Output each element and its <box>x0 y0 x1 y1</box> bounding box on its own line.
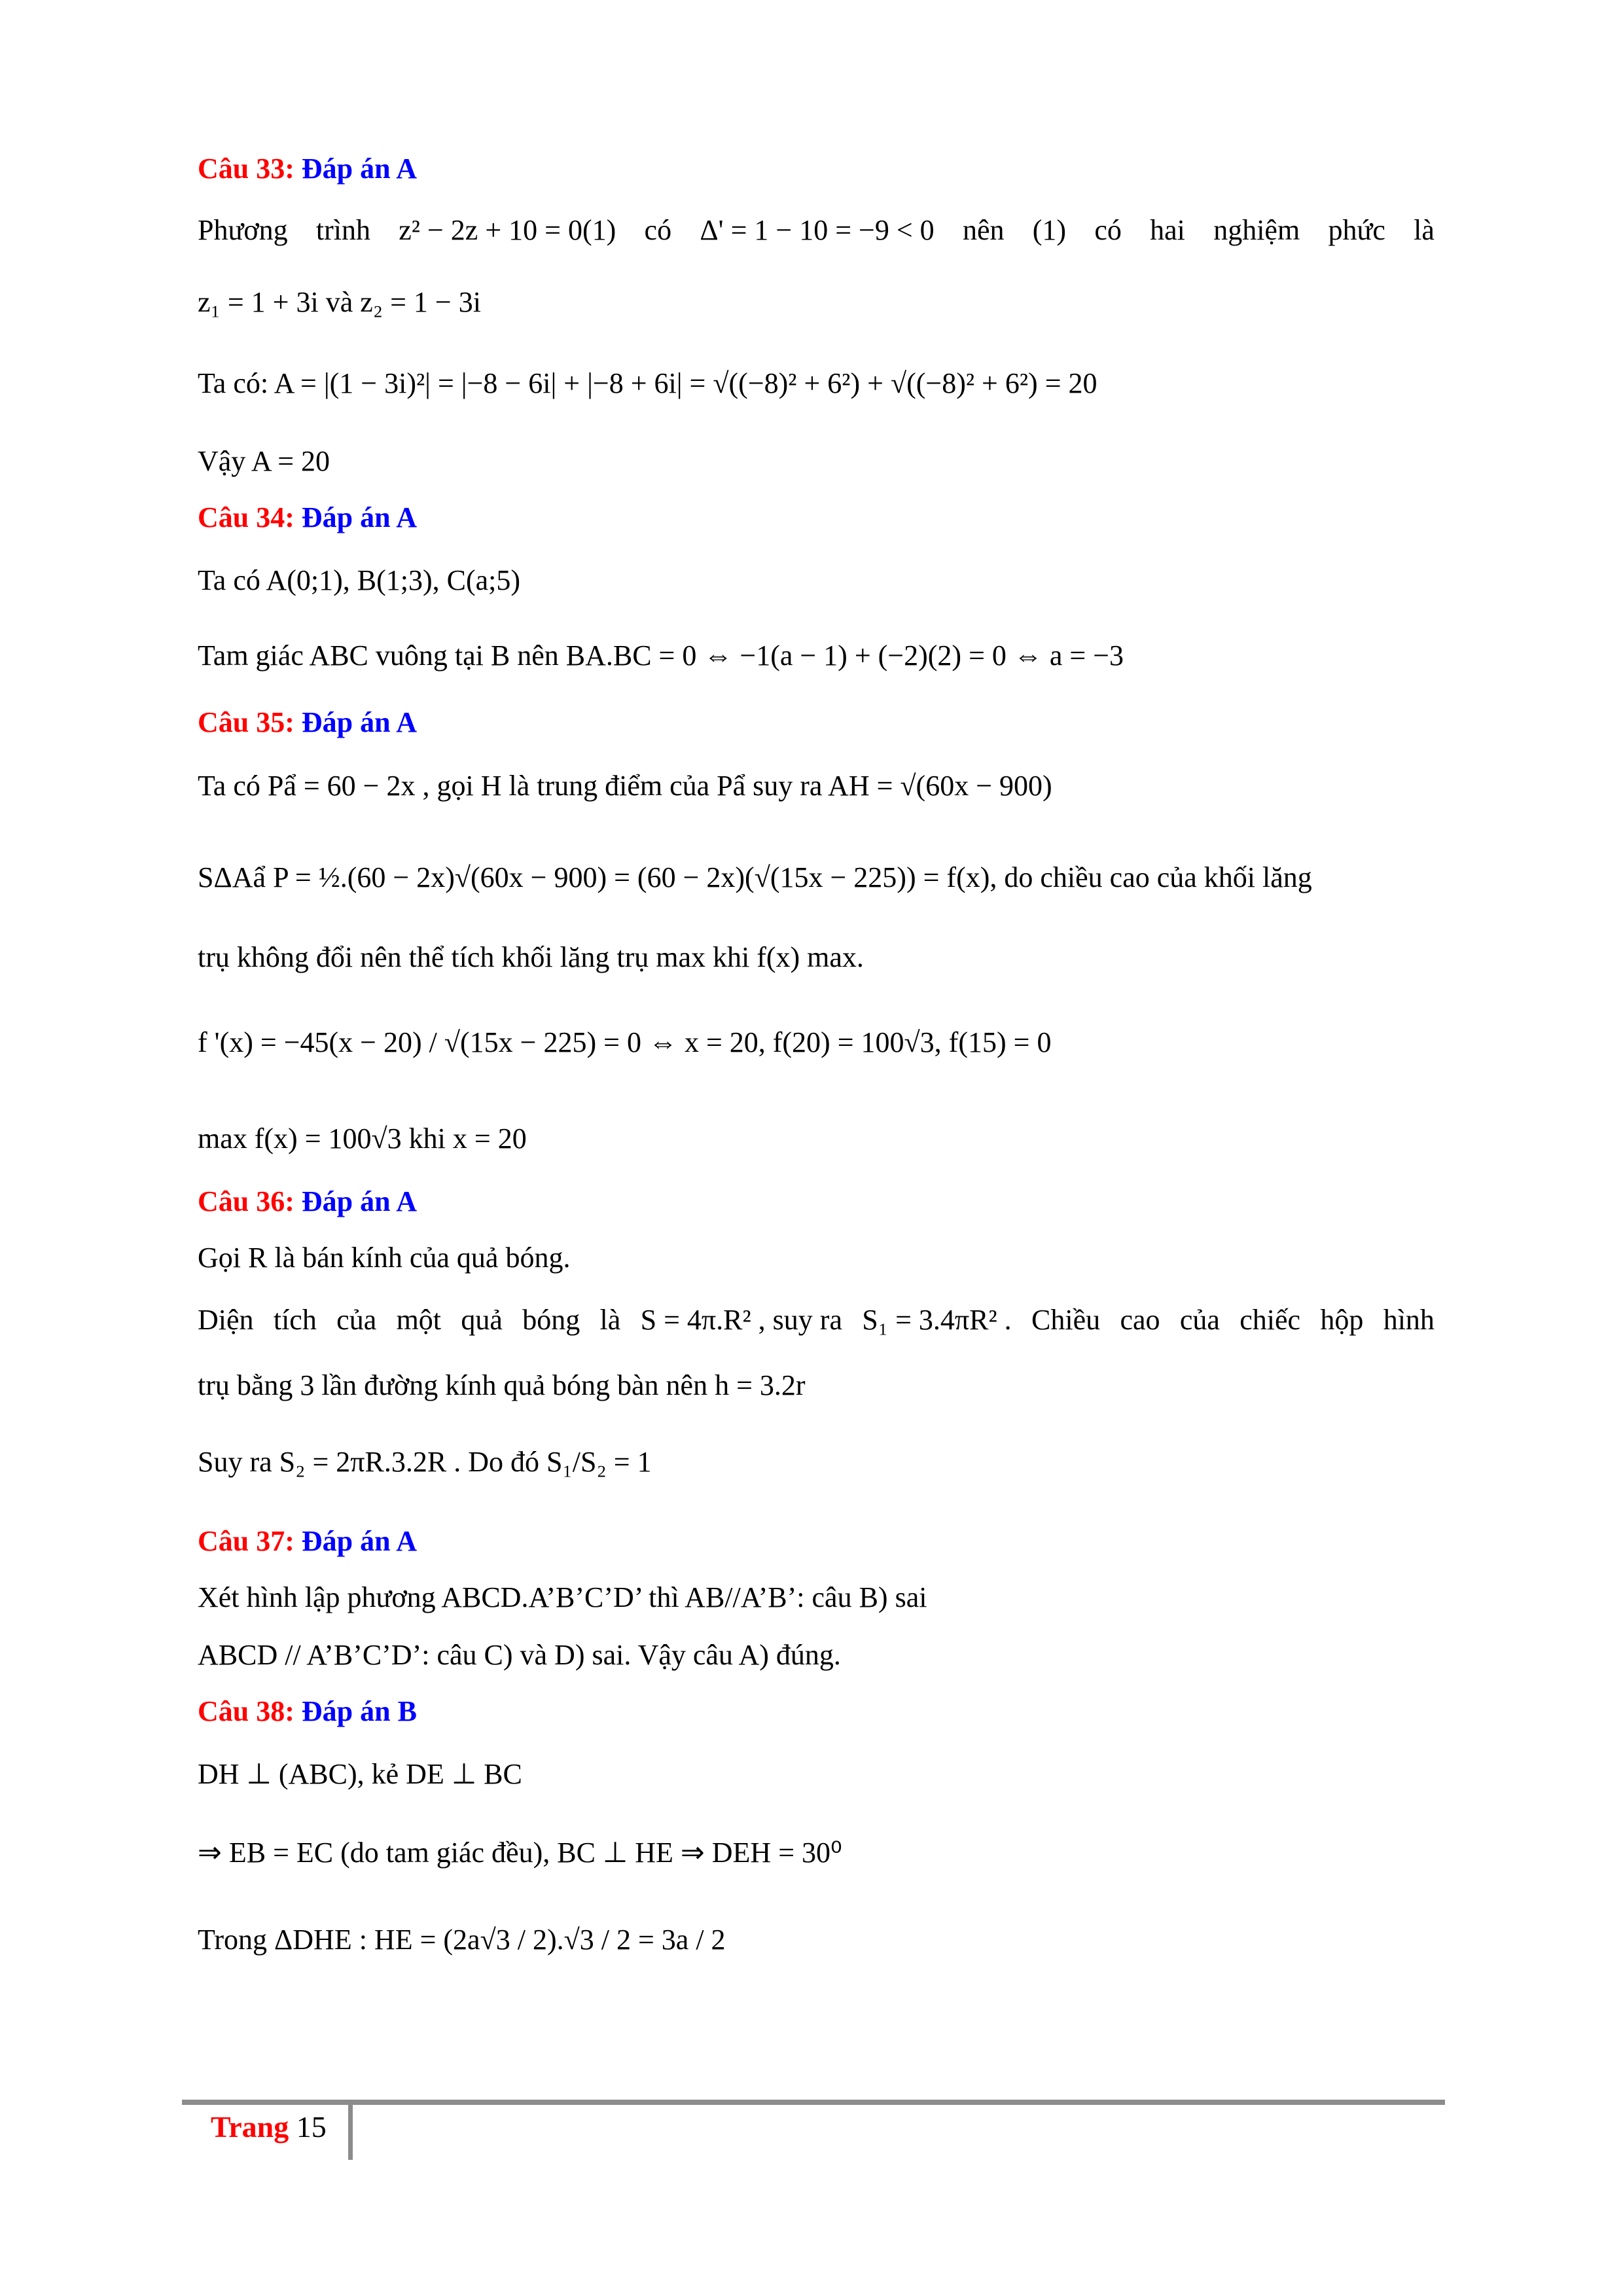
text-segment: Phương <box>198 214 288 246</box>
answer-label: Đáp án A <box>301 501 417 533</box>
answer-label: Đáp án A <box>301 152 417 185</box>
text-segment: của <box>1179 1304 1220 1336</box>
question-label: Câu 33: <box>198 152 294 185</box>
text-segment: Chiều <box>1031 1304 1101 1336</box>
question-35-heading <box>198 704 417 742</box>
question-37-heading <box>198 1522 417 1560</box>
text-segment: Δ' = 1 − 10 = −9 < 0 <box>700 214 935 246</box>
question-35-line-4: f '(x) = −45(x − 20) / √(15x − 225) = 0 ⇔ x = 20, f(20) = 100√3, f(15) = 0 <box>198 1026 1052 1058</box>
answer-label: Đáp án A <box>301 706 417 738</box>
text-segment: một <box>396 1304 442 1336</box>
text-segment: quả <box>461 1304 503 1336</box>
question-33-heading <box>198 150 417 188</box>
question-label: Câu 38: <box>198 1695 294 1727</box>
question-33-line-3: Ta có: A = |(1 − 3i)²| = |−8 − 6i| + |−8 + 6i| = √((−8)² + 6²) + √((−8)² + 6²) = 20 <box>198 367 1097 399</box>
question-33-line-2: z₁ = 1 + 3i và z₂ = 1 − 3i <box>198 286 481 318</box>
text-segment: hộp <box>1320 1304 1364 1336</box>
text-segment: bóng <box>522 1304 580 1336</box>
question-38-line-1: DH ⊥ (ABC), kẻ DE ⊥ BC <box>198 1758 522 1790</box>
footer-page-number: 15 <box>296 2110 327 2144</box>
text-segment: là <box>1414 214 1435 246</box>
text-segment: tích <box>273 1304 317 1336</box>
text-segment: z² − 2z + 10 = 0(1) <box>399 214 616 246</box>
text-segment: Diện <box>198 1304 254 1336</box>
text-segment: cao <box>1120 1304 1160 1336</box>
page-footer <box>211 2108 327 2147</box>
question-38-line-2: ⇒ EB = EC (do tam giác đều), BC ⊥ HE ⇒ DEH = 30⁰ <box>198 1837 842 1869</box>
question-36-line-3: trụ bằng 3 lần đường kính quả bóng bàn nên h = 3.2r <box>198 1369 806 1401</box>
text-segment: có <box>644 214 672 246</box>
text-segment: (1) <box>1032 214 1067 246</box>
question-35-line-1: Ta có Pẩ = 60 − 2x , gọi H là trung điểm của Pẩ suy ra AH = √(60x − 900) <box>198 770 1052 802</box>
footer-divider <box>182 2100 1445 2105</box>
question-38-heading <box>198 1693 417 1731</box>
text-segment: phức <box>1328 214 1385 246</box>
question-label: Câu 34: <box>198 501 294 533</box>
question-36-line-2 <box>198 1301 1435 1339</box>
text-segment: là <box>599 1304 621 1336</box>
text-segment: nghiệm <box>1213 214 1300 246</box>
text-segment: trình <box>315 214 370 246</box>
text-segment: S₁ = 3.4πR² . <box>862 1304 1012 1336</box>
question-33-line-1 <box>198 211 1435 249</box>
footer-vertical-divider <box>348 2102 353 2160</box>
text-segment: hình <box>1383 1304 1435 1336</box>
question-label: Câu 36: <box>198 1185 294 1217</box>
question-38-line-3: Trong ΔDHE : HE = (2a√3 / 2).√3 / 2 = 3a / 2 <box>198 1924 726 1956</box>
text-segment: S = 4π.R² , suy ra <box>640 1304 842 1336</box>
question-36-line-4: Suy ra S₂ = 2πR.3.2R . Do đó S₁/S₂ = 1 <box>198 1446 652 1478</box>
answer-label: Đáp án B <box>301 1695 417 1727</box>
footer-page-label: Trang <box>211 2110 289 2144</box>
answer-label: Đáp án A <box>301 1185 417 1217</box>
question-label: Câu 35: <box>198 706 294 738</box>
question-33-line-4: Vậy A = 20 <box>198 445 330 477</box>
question-37-line-1: Xét hình lập phương ABCD.A’B’C’D’ thì AB//A’B’: câu B) sai <box>198 1581 927 1613</box>
question-36-heading <box>198 1183 417 1221</box>
question-34-line-2: Tam giác ABC vuông tại B nên BA.BC = 0 ⇔ −1(a − 1) + (−2)(2) = 0 ⇔ a = −3 <box>198 639 1124 672</box>
answer-label: Đáp án A <box>301 1525 417 1557</box>
text-segment: chiếc <box>1240 1304 1301 1336</box>
text-segment: có <box>1094 214 1122 246</box>
question-36-line-1: Gọi R là bán kính của quả bóng. <box>198 1242 571 1274</box>
question-35-line-2: SΔAẩ P = ½.(60 − 2x)√(60x − 900) = (60 − 2x)(√(15x − 225)) = f(x), do chiều cao của khối lăng <box>198 861 1312 893</box>
question-label: Câu 37: <box>198 1525 294 1557</box>
text-segment: của <box>336 1304 377 1336</box>
question-37-line-2: ABCD // A’B’C’D’: câu C) và D) sai. Vậy câu A) đúng. <box>198 1639 841 1671</box>
text-segment: nên <box>962 214 1005 246</box>
question-34-heading <box>198 499 417 537</box>
question-34-line-1: Ta có A(0;1), B(1;3), C(a;5) <box>198 564 521 596</box>
question-35-line-5: max f(x) = 100√3 khi x = 20 <box>198 1122 527 1155</box>
text-segment: hai <box>1150 214 1185 246</box>
question-35-line-3: trụ không đổi nên thể tích khối lăng trụ max khi f(x) max. <box>198 941 864 973</box>
